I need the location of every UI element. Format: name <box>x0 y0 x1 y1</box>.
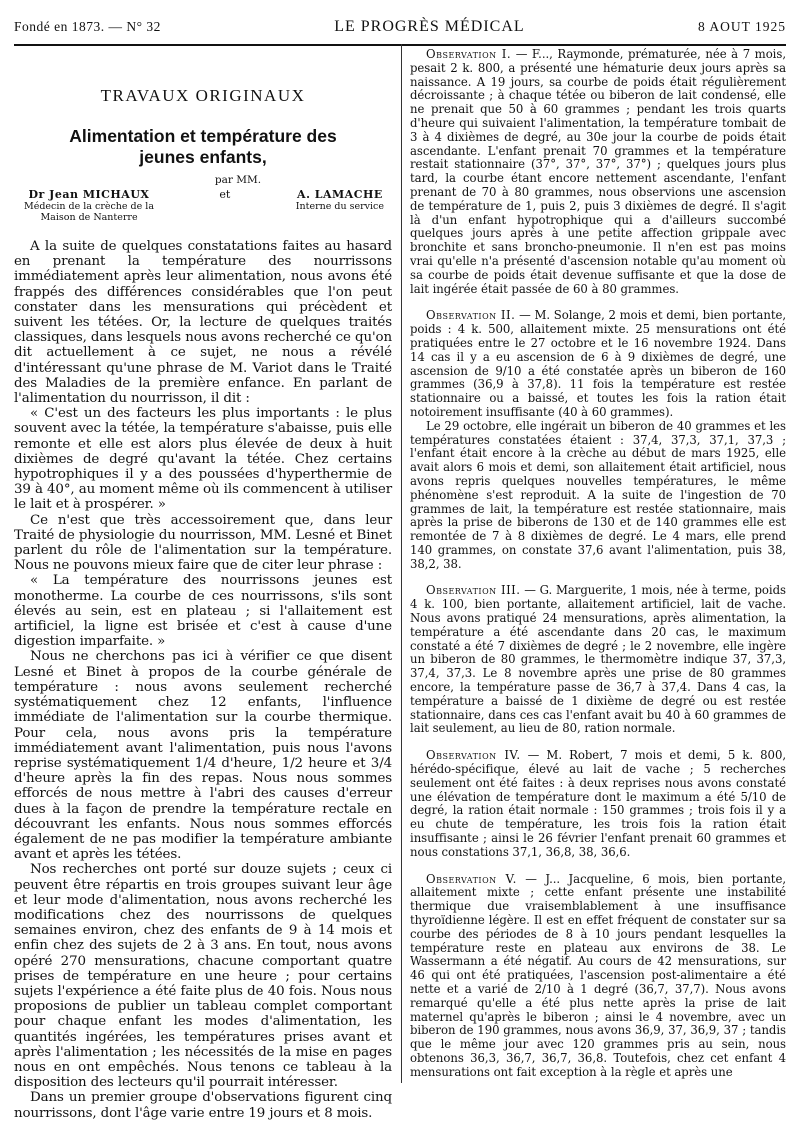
observation-text: — M. Solange, 2 mois et demi, bien portante, poids : 4 k. 500, allaitement mixte. 25 mensurations ont été pratiquées entre le 27 octobre et le 16 novembre 1924. Dans 14 cas il y a eu ascension de 6 à 9 dixièmes de degré, une ascension de 9/10 a été constatée après un biberon de 160 grammes (36,9 à 37,8). 11 fois la température est restée stationnaire ou a baissé, et toutes les fois la ration était notoirement insuffisante (40 à 60 grammes). <box>410 308 786 419</box>
author2-name: A. LAMACHE <box>297 188 383 201</box>
author-lamache <box>296 188 384 212</box>
observation-heading: Observation II. <box>426 308 516 323</box>
observation-2 <box>410 309 786 419</box>
journal-title: LE PROGRÈS MÉDICAL <box>334 18 525 35</box>
observation-5 <box>410 873 786 1080</box>
page-header <box>14 10 786 46</box>
author-michaux <box>24 188 154 223</box>
issue-date: 8 AOUT 1925 <box>697 19 786 34</box>
left-column <box>14 48 392 1121</box>
authors-conjunction: et <box>219 188 231 201</box>
authors-intro: par MM. <box>214 174 262 186</box>
observation-3 <box>410 584 786 736</box>
author1-name: Dr Jean MICHAUX <box>28 188 150 201</box>
authors-block <box>24 188 384 223</box>
article-title <box>22 126 384 168</box>
observation-heading: Observation IV. <box>426 748 521 763</box>
body-paragraph: Ce n'est que très accessoirement que, dans leur Traité de physiologie du nourrisson, MM. Lesné et Binet parlent du rôle de l'alimentation sur la température. Nous ne pouvons mieux faire que de citer leur phrase : <box>14 512 392 574</box>
observation-text: — G. Marguerite, 1 mois, née à terme, poids 4 k. 100, bien portante, allaitement artificiel, lait de vache. Nous avons pratiqué 24 mensurations, après alimentation, la température a été ascendante dans 20 cas, le maximum constaté a été 7 dixièmes de degré ; le 2 novembre, elle ingère un biberon de 80 grammes, le thermomètre indique 37, 37,3, 37,4, 37,3. Le 8 novembre après une prise de 80 grammes encore, la température passe de 36,7 à 37,4. Dans 4 cas, la température a baissé de 1 dixième de degré ou est restée stationnaire, dans ces cas l'enfant avait bu 40 à 60 grammes de lait seulement, au lieu de 80, ration normale. <box>410 583 786 736</box>
body-paragraph: Nos recherches ont porté sur douze sujets ; ceux ci peuvent être répartis en trois groupes suivant leur âge et leur mode d'alimentation, nous avons recherché les modifications chez des nourrissons de quelques semaines environ, chez des enfants de 9 à 14 mois et enfin chez des sujets de 2 à 3 ans. En tout, nous avons opéré 270 mensurations, chacune comportant quatre prises de température en une heure ; pour certains sujets l'expérience a été faite plus de 40 fois. Nous nous proposions de publier un tableau complet comportant pour chaque enfant les modes d'alimentation, les quantités ingérées, les températures prises avant et après l'alimentation ; les nécessités de la mise en pages nous en ont empêchés. Nous tenons ce tableau à la disposition des lecteurs qu'il pourrait intéresser. <box>14 862 392 1091</box>
article-title-line2: jeunes enfants, <box>139 147 267 167</box>
observation-heading: Observation III. <box>426 583 521 598</box>
observation-text: — M. Robert, 7 mois et demi, 5 k. 800, hérédo-spécifique, élevé au lait de vache ; 5 recherches seulement ont été faites : à deux reprises nous avons constaté une élévation de température dont le maximum a été 5/10 de degré, la ration était normale : 150 grammes ; trois fois il y a eu chute de température, les trois fois la ration était insuffisante ; ainsi le 26 février l'enfant prenait 60 grammes et nous constations 37,1, 36,8, 38, 36,6. <box>410 748 786 859</box>
observation-1 <box>410 48 786 296</box>
body-paragraph: Dans un premier groupe d'observations figurent cinq nourrissons, dont l'âge varie entre 19 jours et 8 mois. <box>14 1090 392 1121</box>
section-title: TRAVAUX ORIGINAUX <box>100 86 306 105</box>
observation-text: — F..., Raymonde, prématurée, née à 7 mois, pesait 2 k. 800, a présenté une hématurie deux jours après sa naissance. A 19 jours, sa courbe de poids était régulièrement décroissante ; à chaque tétée ou biberon de lait condensé, elle ne prenait que 50 à 60 grammes ; pendant les trois quarts d'heure qui suivaient l'alimentation, la température tombait de 3 à 4 dixièmes de degré, au 30e jour la courbe de poids était ascendante. L'enfant prenait 70 grammes et la température restait stationnaire (37°, 37°, 37°, 37°) ; quelques jours plus tard, la courbe étant encore nettement ascendante, l'enfant prenant de 70 à 80 grammes, nous observions une ascension de température de 1, puis 2, puis 3 dixièmes de degré. Il s'agit là d'un enfant hypotrophique qui a d'ailleurs succombé quelques jours après à une petite affection grippale avec bronchite et sans broncho-pneumonie. Il n'en est pas moins vrai qu'elle n'a présenté d'ascension notable qu'au moment où sa courbe de poids était devenue suffisante et que la dose de lait ingérée était passée de 60 à 80 grammes. <box>410 47 786 296</box>
body-paragraph: « La température des nourrissons jeunes est monotherme. La courbe de ces nourrissons, s'ils sont élevés au sein, est en plateau ; si l'allaitement est artificiel, la ligne est brisée et c'est à cause d'une digestion imparfaite. » <box>14 573 392 650</box>
observation-4 <box>410 749 786 859</box>
observation-text: — J... Jacqueline, 6 mois, bien portante, allaitement mixte ; cette enfant présente une instabilité thermique due vraisemblablement à une insuffisance thyroïdienne légère. Il est en effet fréquent de constater sur sa courbe des périodes de 8 à 10 jours pendant lesquelles la température reste en plateau aux environs de 38. Le Wassermann a été négatif. Au cours de 42 mensurations, sur 46 qui ont été pratiquées, l'ascension post-alimentaire a été nette et a varié de 2/10 à 1 degré (36,7, 37,7). Nous avons remarqué qu'elle a été plus nette après la prise de lait maternel qu'après le biberon ; ainsi le 4 novembre, avec un biberon de 190 grammes, nous avons 36,9, 37, 36,9, 37 ; tandis que le même jour avec 120 grammes pris au sein, nous obtenons 36,3, 36,7, 36,7, 36,8. Toutefois, chez cet enfant 4 mensurations ont fait exception à la règle et après une <box>410 871 786 1079</box>
right-column <box>410 48 786 1085</box>
author1-affiliation-line1: Médecin de la crèche de la <box>24 201 154 212</box>
article-title-line1: Alimentation et température des <box>69 126 337 146</box>
observation-heading: Observation V. <box>426 871 517 886</box>
observation-heading: Observation I. <box>426 47 512 61</box>
column-divider <box>401 44 402 1083</box>
author1-affiliation-line2: Maison de Nanterre <box>40 212 138 223</box>
body-paragraph: A la suite de quelques constatations faites au hasard en prenant la température des nourrissons immédiatement après leur alimentation, nous avons été frappés des différences considérables que l'on peut constater dans les mensurations qui précèdent et suivent les tétées. Or, la lecture de quelques traités classiques, dans lesquels nous avons recherché ce qu'on dit actuellement à ce sujet, ne nous a révélé d'intéressant qu'une phrase de M. Variot dans le Traité des Maladies de la première enfance. En parlant de l'alimentation du nourrisson, il dit : <box>14 239 392 407</box>
observation-2-continued: Le 29 octobre, elle ingérait un biberon de 40 grammes et les températures constatées étaient : 37,4, 37,3, 37,1, 37,3 ; l'enfant était encore à la crèche au début de mars 1925, elle avait alors 6 mois et demi, son allaitement était artificiel, nous avons repris quelques nouvelles températures, le même phénomène s'est reproduit. A la suite de l'ingestion de 70 grammes de lait, la température est restée stationnaire, mais après la prise de biberons de 130 et de 140 grammes elle est remontée de 7 à 8 dixièmes de degré. Le 4 mars, elle prend 140 grammes, on constate 37,6 avant l'alimentation, puis 38, 38,2, 38. <box>410 418 786 571</box>
body-paragraph: « C'est un des facteurs les plus importants : le plus souvent avec la tétée, la température s'abaisse, puis elle remonte et elle est alors plus élevée de deux à huit dixièmes de degré qu'avant la tétée. Chez certains hypotrophiques il y a des poussées d'hyperthermie de 39 à 40°, au moment même où ils commencent à utiliser le lait et à prospérer. » <box>14 406 392 513</box>
body-paragraph: Nous ne cherchons pas ici à vérifier ce que disent Lesné et Binet à propos de la courbe générale de température : nous avons seulement recherché systématiquement chez 12 enfants, l'influence immédiate de l'alimentation sur la courbe thermique. Pour cela, nous avons pris la température immédiatement avant l'alimentation, puis nous l'avons reprise systématiquement 1/4 d'heure, 1/2 heure et 3/4 d'heure après la fin des repas. Nous nous sommes efforcés de nous mettre à l'abri des causes d'erreur dues à la façon de prendre la température rectale en découvrant les enfants. Nous nous sommes efforcés également de ne pas modifier la température ambiante avant et après les tétées. <box>14 649 392 863</box>
author2-affiliation: Interne du service <box>295 201 384 212</box>
journal-founding-issue: Fondé en 1873. — N° 32 <box>14 19 161 34</box>
